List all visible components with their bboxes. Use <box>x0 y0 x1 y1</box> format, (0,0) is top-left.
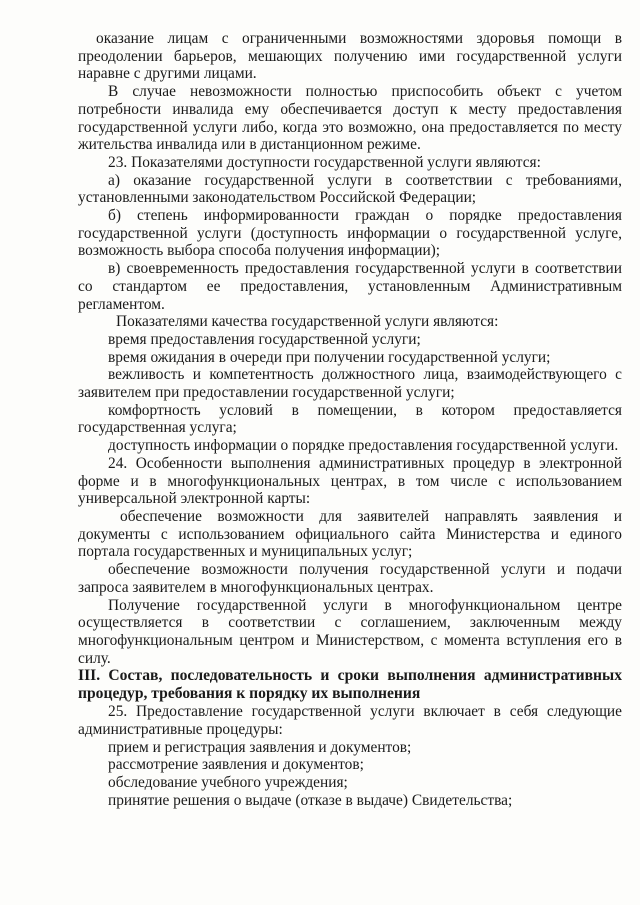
list-item: комфортность условий в помещении, в котором предоставляется государственная услуга; <box>78 401 622 437</box>
list-item: обеспечение возможности получения государственной услуги и подачи запроса заявителем в многофункциональных центрах. <box>78 561 622 596</box>
list-item: время ожидания в очереди при получении государственной услуги; <box>108 348 551 366</box>
list-item: обследование учебного учреждения; <box>108 774 348 792</box>
list-item: время предоставления государственной услуги; <box>108 330 421 348</box>
paragraph: Показателями качества государственной услуги являются: <box>116 313 499 331</box>
paragraph: В случае невозможности полностью приспособить объект с учетом потребности инвалида ему обеспечивается доступ к месту предоставления государственной услуги либо, когда это возможно, она предоставляется по месту жительства инвалида или в дистанционном режиме. <box>78 83 622 154</box>
paragraph: в) своевременность предоставления государственной услуги в соответствии со стандартом ее предоставления, установленным Административным регламентом. <box>78 260 622 313</box>
list-item: рассмотрение заявления и документов; <box>108 756 364 774</box>
paragraph: б) степень информированности граждан о порядке предоставления государственной услуги (доступность информации о государственной услуге, возможность выбора способа получения информации); <box>78 207 622 260</box>
paragraph: 24. Особенности выполнения административных процедур в электронной форме и в многофункциональных центрах, в том числе с использованием универсальной электронной карты: <box>78 454 622 508</box>
paragraph: Получение государственной услуги в многофункциональном центре осуществляется в соответствии с соглашением, заключенным между многофункциональным центром и Министерством, с момента вступления его в силу. <box>78 596 622 667</box>
paragraph: оказание лицам с ограниченными возможностями здоровья помощи в преодолении барьеров, мешающих получению ими государственной услуги наравне с другими лицами. <box>78 30 622 83</box>
paragraph: а) оказание государственной услуги в соответствии с требованиями, установленными законодательством Российской Федерации; <box>78 171 622 207</box>
list-item: обеспечение возможности для заявителей направлять заявления и документы с использованием официального сайта Министерства и единого портала государственных и муниципальных услуг; <box>78 507 622 561</box>
section-heading: III. Состав, последовательность и сроки выполнения административных процедур, требования к порядку их выполнения <box>78 667 622 703</box>
paragraph: 23. Показателями доступности государственной услуги являются: <box>108 153 541 171</box>
paragraph: 25. Предоставление государственной услуги включает в себя следующие административные процедуры: <box>78 703 622 739</box>
list-item: доступность информации о порядке предоставления государственной услуги. <box>108 437 619 455</box>
list-item: принятие решения о выдаче (отказе в выдаче) Свидетельства; <box>108 791 513 809</box>
list-item: вежливость и компетентность должностного лица, взаимодействующего с заявителем при предоставлении государственной услуги; <box>78 366 622 402</box>
list-item: прием и регистрация заявления и документов; <box>108 738 412 756</box>
